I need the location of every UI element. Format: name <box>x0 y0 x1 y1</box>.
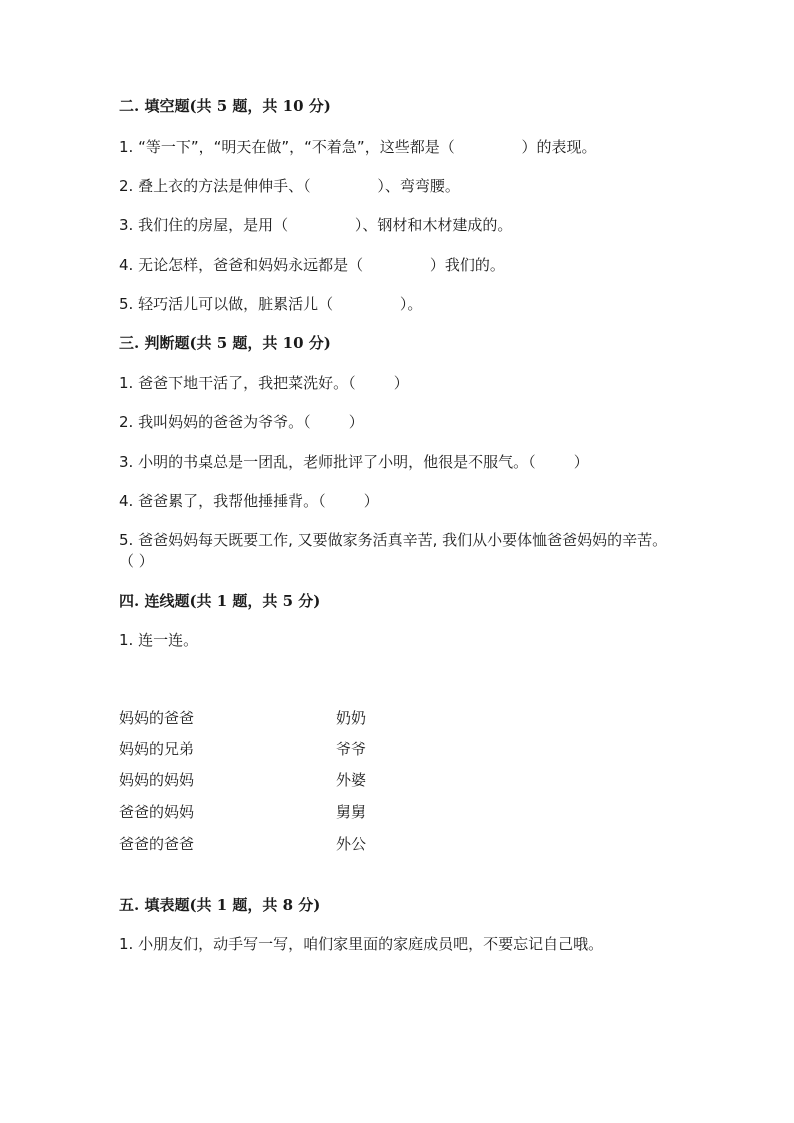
true-false-question-5: 5. 爸爸妈妈每天既要工作, 又要做家务活真辛苦, 我们从小要体恤爸爸妈妈的辛苦。（ ） <box>119 531 668 570</box>
fill-blank-question-5: 5. 轻巧活儿可以做，脏累活儿（ ）。 <box>119 295 423 313</box>
matching-right-item: 外婆 <box>336 771 367 789</box>
matching-right-item: 舅舅 <box>336 803 367 821</box>
true-false-question-2: 2. 我叫妈妈的爸爸为爷爷。（ ） <box>119 413 364 431</box>
true-false-question-1: 1. 爸爸下地干活了，我把菜洗好。（ ） <box>119 374 409 392</box>
matching-right-item: 爷爷 <box>336 740 367 758</box>
fill-blank-question-4: 4. 无论怎样，爸爸和妈妈永远都是（ ）我们的。 <box>119 256 505 274</box>
matching-right-item: 外公 <box>336 835 367 853</box>
matching-left-item: 爸爸的爸爸 <box>119 835 195 853</box>
fill-blank-question-3: 3. 我们住的房屋，是用（ ）、钢材和木材建成的。 <box>119 216 513 234</box>
matching-left-item: 爸爸的妈妈 <box>119 803 195 821</box>
matching-left-item: 妈妈的爸爸 <box>119 709 195 727</box>
section-heading-matching: 四. 连线题(共 1 题，共 5 分) <box>119 592 321 610</box>
true-false-question-4: 4. 爸爸累了，我帮他捶捶背。（ ） <box>119 492 379 510</box>
true-false-question-3: 3. 小明的书桌总是一团乱，老师批评了小明，他很是不服气。（ ） <box>119 453 589 471</box>
fill-blank-question-2: 2. 叠上衣的方法是伸伸手、（ ）、弯弯腰。 <box>119 177 460 195</box>
section-heading-fill-blank: 二. 填空题(共 5 题，共 10 分) <box>119 97 331 115</box>
section-heading-fill-table: 五. 填表题(共 1 题，共 8 分) <box>119 896 321 914</box>
fill-table-question-1: 1. 小朋友们，动手写一写，咱们家里面的家庭成员吧，不要忘记自己哦。 <box>119 935 604 953</box>
section-heading-true-false: 三. 判断题(共 5 题，共 10 分) <box>119 334 331 352</box>
fill-blank-question-1: 1. “等一下”，“明天在做”，“不着急”，这些都是（ ）的表现。 <box>119 138 597 156</box>
matching-left-item: 妈妈的妈妈 <box>119 771 195 789</box>
matching-right-item: 奶奶 <box>336 709 367 727</box>
matching-left-item: 妈妈的兄弟 <box>119 740 195 758</box>
matching-question-1: 1. 连一连。 <box>119 631 199 649</box>
